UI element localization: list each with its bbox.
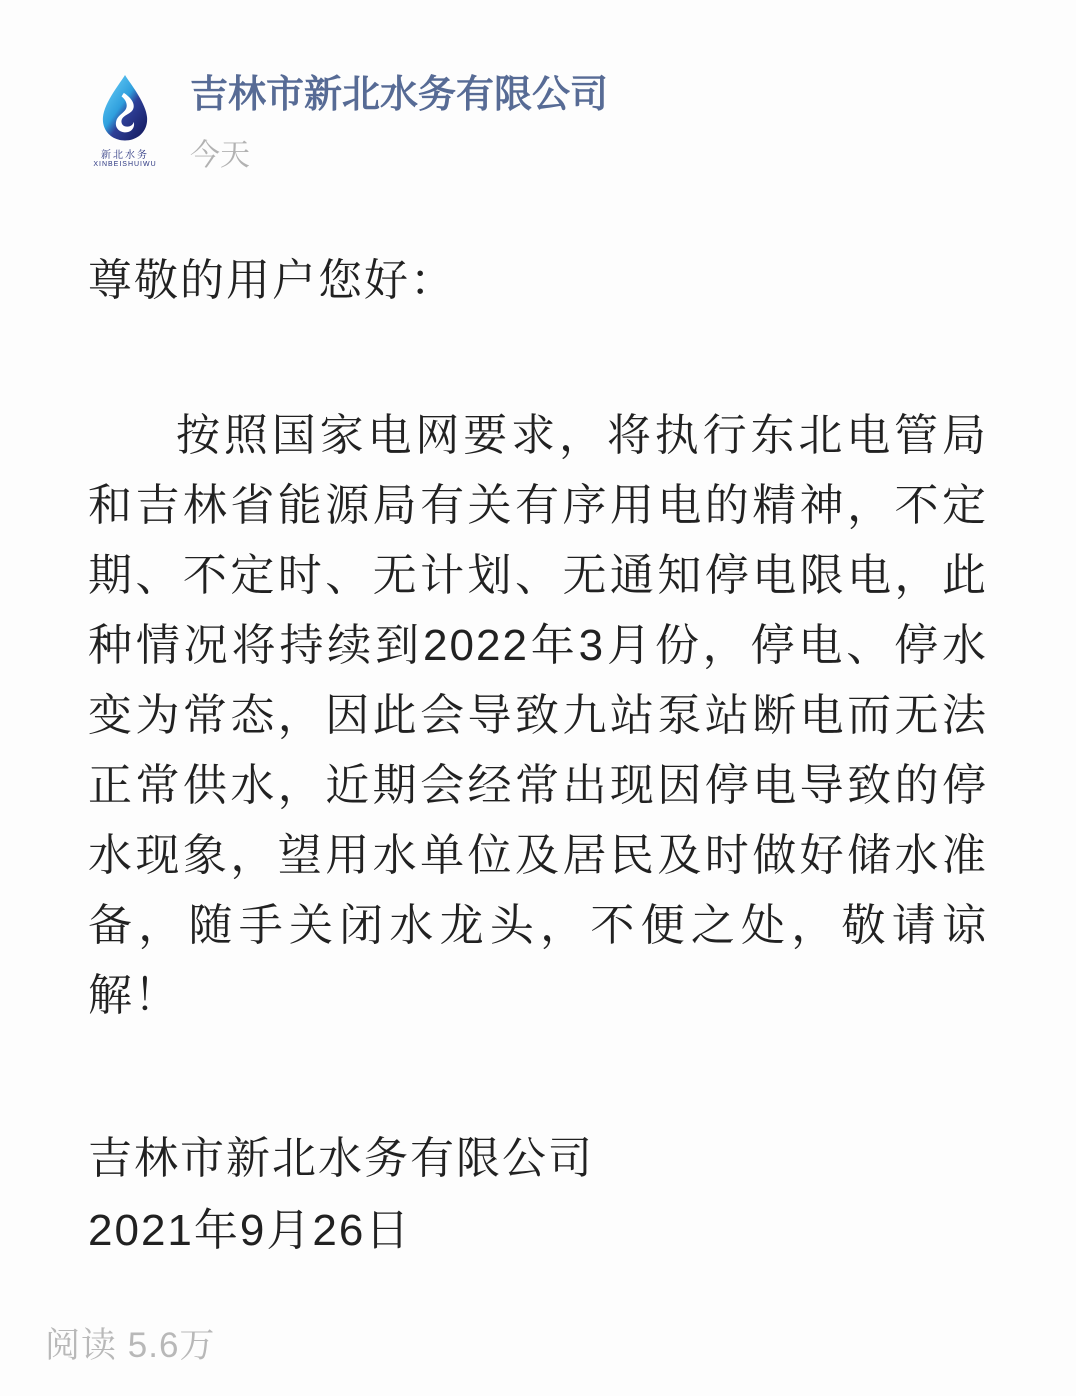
account-avatar[interactable] [66, 72, 184, 168]
signature-date: 2021年9月26日 [88, 1205, 412, 1255]
publish-timestamp: 今天 [190, 138, 250, 172]
read-label: 阅读 [45, 1326, 118, 1365]
signature-block [88, 1123, 988, 1267]
article-header [0, 0, 1076, 174]
account-name-link[interactable]: 吉林市新北水务有限公司 [190, 74, 609, 116]
logo-caption-cn: 新北水务 [101, 150, 149, 161]
header-text [190, 72, 608, 174]
read-count-stat [45, 1326, 215, 1365]
article-footer [0, 1318, 1076, 1396]
signature-company: 吉林市新北水务有限公司 [88, 1133, 594, 1183]
notice-paragraph: 按照国家电网要求，将执行东北电管局和吉林省能源局有关有序用电的精神，不定期、不定时、无计划、无通知停电限电，此种情况将持续到2022年3月份，停电、停水变为常态，因此会导致九站泵站断电而无法正常供水，近期会经常出现因停电导致的停水现象，望用水单位及居民及时做好储水准备，随手关闭水龙头，不便之处，敬请谅解！ [88, 410, 988, 1020]
read-count: 5.6万 [127, 1326, 216, 1365]
article-body [0, 246, 1076, 1267]
greeting-line: 尊敬的用户您好： [88, 255, 456, 305]
logo-caption-en: XINBEISHUIWU [93, 161, 157, 168]
water-drop-icon [96, 72, 154, 144]
